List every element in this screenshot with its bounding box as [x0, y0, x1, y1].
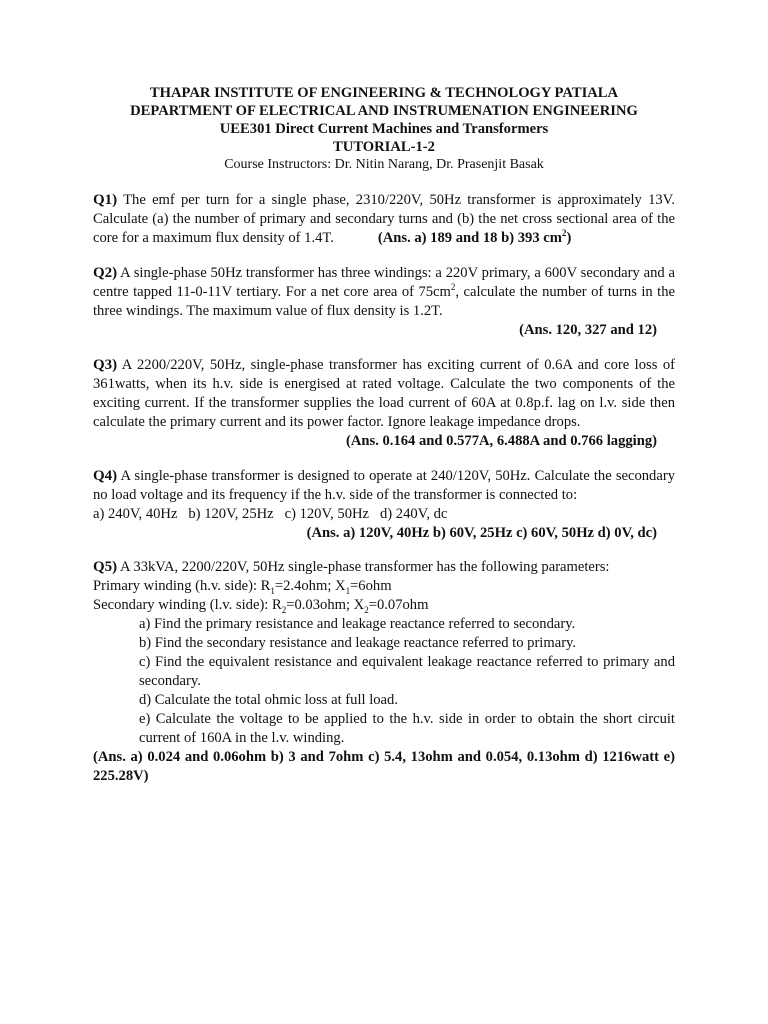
department-name: DEPARTMENT OF ELECTRICAL AND INSTRUMENATION ENGINEERING	[130, 103, 638, 119]
question-answer: (Ans. 120, 327 and 12)	[519, 322, 657, 338]
question-answer: (Ans. a) 120V, 40Hz b) 60V, 25Hz c) 60V, 50Hz d) 0V, dc)	[306, 525, 657, 541]
question-1	[93, 191, 675, 248]
question-text: The emf per turn for a single phase, 2310/220V, 50Hz transformer is approximately 13V. Calculate (a) the number of primary and secondary turns and (b) the net cross sectional area of the core for a maximum flux density of 1.4T.	[93, 192, 675, 246]
question-label: Q5)	[93, 559, 118, 575]
question-options: a) 240V, 40Hz b) 120V, 25Hz c) 120V, 50Hz d) 240V, dc	[93, 506, 448, 522]
question-text: A single-phase transformer is designed to operate at 240/120V, 50Hz. Calculate the secondary no load voltage and its frequency if the h.v. side of the transformer is connected to:	[93, 468, 675, 503]
question-text: A single-phase 50Hz transformer has three windings: a 220V primary, a 600V secondary and a centre tapped 11-0-11V tertiary. For a net core area of 75cm	[93, 265, 675, 300]
answer-text: (Ans. a) 189 and 18 b) 393 cm	[377, 230, 562, 246]
document-header	[0, 84, 768, 174]
sub-question-b: b) Find the secondary resistance and leakage reactance referred to primary.	[139, 635, 577, 651]
subscript: 1	[345, 585, 351, 596]
question-answer	[378, 230, 571, 246]
question-text-cont: , calculate the number of turns in the three windings. The maximum value of flux density is 1.2T.	[93, 284, 676, 319]
course-title: UEE301 Direct Current Machines and Transformers	[219, 121, 549, 137]
tutorial-title: TUTORIAL-1-2	[333, 139, 435, 155]
question-5	[93, 558, 675, 786]
superscript: 2	[450, 282, 456, 293]
sub-question-c: c) Find the equivalent resistance and equivalent leakage reactance referred to primary and secondary.	[139, 654, 675, 689]
primary-winding-params	[93, 577, 675, 596]
subscript: 2	[281, 604, 287, 615]
answer-superscript: 2	[561, 228, 567, 239]
secondary-winding-params	[93, 596, 675, 615]
answer-close: )	[566, 230, 572, 246]
sub-question-a: a) Find the primary resistance and leakage reactance referred to secondary.	[139, 616, 576, 632]
institute-name: THAPAR INSTITUTE OF ENGINEERING & TECHNOLOGY PATIALA	[149, 85, 619, 101]
param-text: Primary winding (h.v. side): R	[93, 578, 271, 594]
question-4	[93, 467, 675, 543]
question-intro	[93, 558, 675, 577]
param-text: =0.07ohm	[368, 597, 429, 613]
question-label: Q4)	[93, 468, 118, 484]
param-text: Secondary winding (l.v. side): R	[93, 597, 282, 613]
question-3	[93, 356, 675, 451]
question-text: A 2200/220V, 50Hz, single-phase transformer has exciting current of 0.6A and core loss of 361watts, when its h.v. side is energised at rated voltage. Calculate the two components of the exciting current. If the transformer supplies the load current of 60A at 0.8p.f. lag on l.v. side then calculate the primary current and its power factor. Ignore leakage impedance drops.	[93, 357, 675, 430]
question-label: Q2)	[93, 265, 118, 281]
question-label: Q3)	[93, 357, 118, 373]
course-instructors: Course Instructors: Dr. Nitin Narang, Dr. Prasenjit Basak	[224, 157, 544, 172]
question-label: Q1)	[93, 192, 118, 208]
param-text: =2.4ohm; X	[274, 578, 346, 594]
subscript: 2	[364, 604, 369, 615]
question-answer: (Ans. a) 0.024 and 0.06ohm b) 3 and 7ohm c) 5.4, 13ohm and 0.054, 0.13ohm d) 1216watt e) 225.28V)	[93, 749, 675, 784]
question-text: A 33kVA, 2200/220V, 50Hz single-phase transformer has the following parameters:	[117, 559, 610, 575]
question-answer: (Ans. 0.164 and 0.577A, 6.488A and 0.766 lagging)	[346, 433, 657, 449]
question-2	[93, 264, 675, 340]
param-text: =6ohm	[350, 578, 392, 594]
sub-question-d: d) Calculate the total ohmic loss at full load.	[139, 692, 398, 708]
param-text: =0.03ohm; X	[286, 597, 365, 613]
sub-question-e: e) Calculate the voltage to be applied to the h.v. side in order to obtain the short circuit current of 160A in the l.v. winding.	[139, 711, 675, 746]
subscript: 1	[270, 585, 275, 596]
